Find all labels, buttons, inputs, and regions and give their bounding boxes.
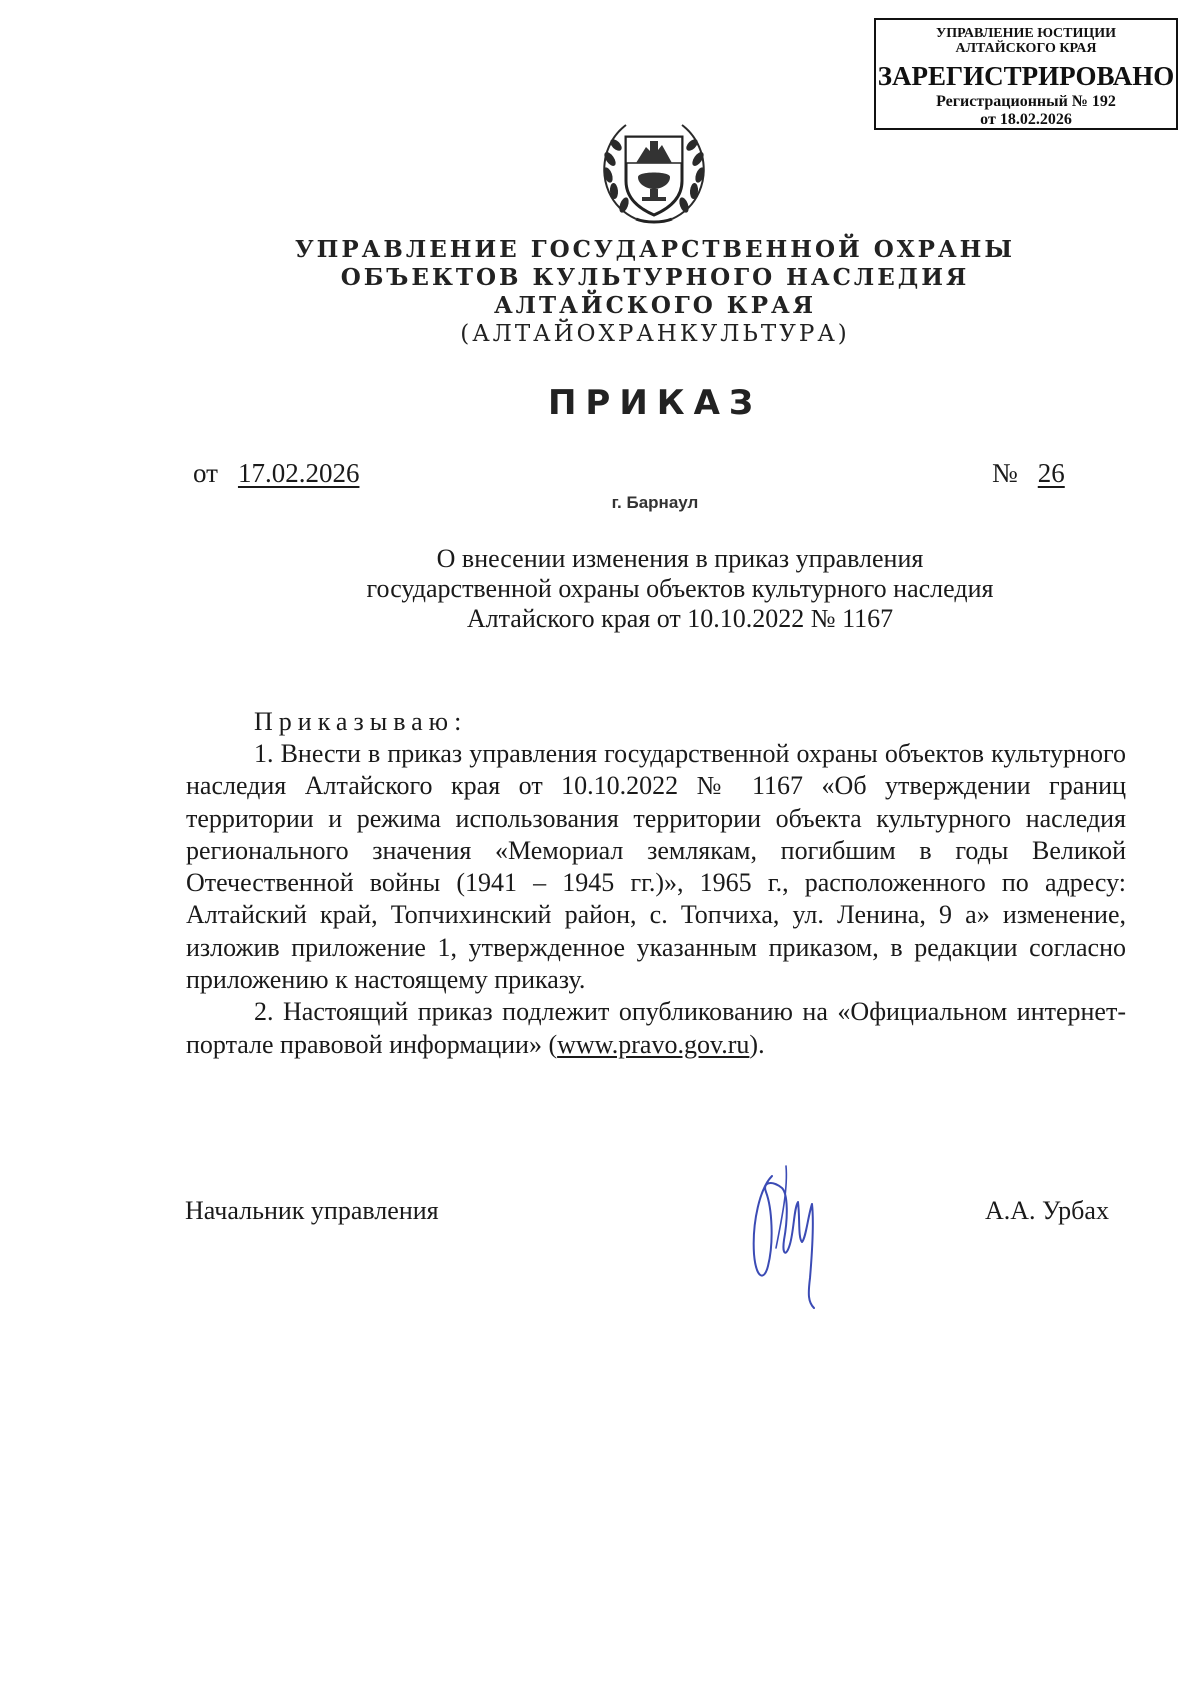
org-short-name: (АЛТАЙОХРАНКУЛЬТУРА) (460, 321, 850, 347)
signatory-name: А.А. Урбах (985, 1196, 1109, 1225)
paragraph-2-end: ). (749, 1029, 765, 1059)
org-name-line3: АЛТАЙСКОГО КРАЯ (493, 292, 817, 319)
stamp-status: ЗАРЕГИСТРИРОВАНО (877, 61, 1175, 91)
order-directive-word: Приказываю: (254, 707, 468, 736)
paragraph-1: 1. Внести в приказ управления государственной охраны объектов культурного наследия Алтайского края от 10.10.2022 № 1167 «Об утверждении границ территории и режима использования территории объекта культурного наследия регионального значения «Мемориал землякам, погибшим в годы Великой Отечественной войны (1941 – 1945 гг.)», 1965 г., расположенного по адресу: Алтайский край, Топчихинский район, с. Топчиха, ул. Ленина, 9 а» изменение, изложив приложение 1, утвержденное указанным приказом, в редакции согласно приложению к настоящему приказу. (186, 739, 1126, 995)
stamp-authority-line2: АЛТАЙСКОГО КРАЯ (955, 41, 1097, 56)
stamp-authority-line1: УПРАВЛЕНИЕ ЮСТИЦИИ (936, 26, 1116, 41)
pravo-portal-link[interactable]: www.pravo.gov.ru (557, 1029, 750, 1059)
org-name-line2: ОБЪЕКТОВ КУЛЬТУРНОГО НАСЛЕДИЯ (340, 264, 970, 291)
date-value: 17.02.2026 (237, 458, 360, 488)
order-subject (250, 544, 1110, 634)
stamp-reg-date: от 18.02.2026 (980, 111, 1072, 128)
subject-line1: О внесении изменения в приказ управления (436, 544, 924, 573)
paragraph-2 (186, 996, 1126, 1061)
subject-line2: государственной охраны объектов культурного наследия (366, 574, 994, 603)
order-number (992, 458, 1065, 489)
stamp-reg-number: Регистрационный № 192 (936, 93, 1116, 110)
coat-of-arms-icon (596, 115, 712, 227)
registration-stamp (874, 18, 1178, 130)
subject-line3: Алтайского края от 10.10.2022 № 1167 (466, 604, 894, 633)
document-type-title: ПРИКАЗ (547, 383, 763, 423)
org-name-line1: УПРАВЛЕНИЕ ГОСУДАРСТВЕННОЙ ОХРАНЫ (295, 236, 1015, 263)
number-prefix: № (992, 458, 1018, 488)
paragraph-2-text: 2. Настоящий приказ подлежит опубликованию на «Официальном интернет-портале правовой информации» ( (186, 997, 1126, 1059)
order-body (186, 738, 1126, 1061)
city-label: г. Барнаул (611, 493, 699, 512)
signatory-title: Начальник управления (185, 1196, 439, 1225)
handwritten-signature-icon (742, 1158, 838, 1310)
date-prefix: от (193, 458, 218, 488)
number-value: 26 (1037, 458, 1065, 488)
order-date (193, 458, 359, 489)
organization-header (200, 236, 1110, 348)
